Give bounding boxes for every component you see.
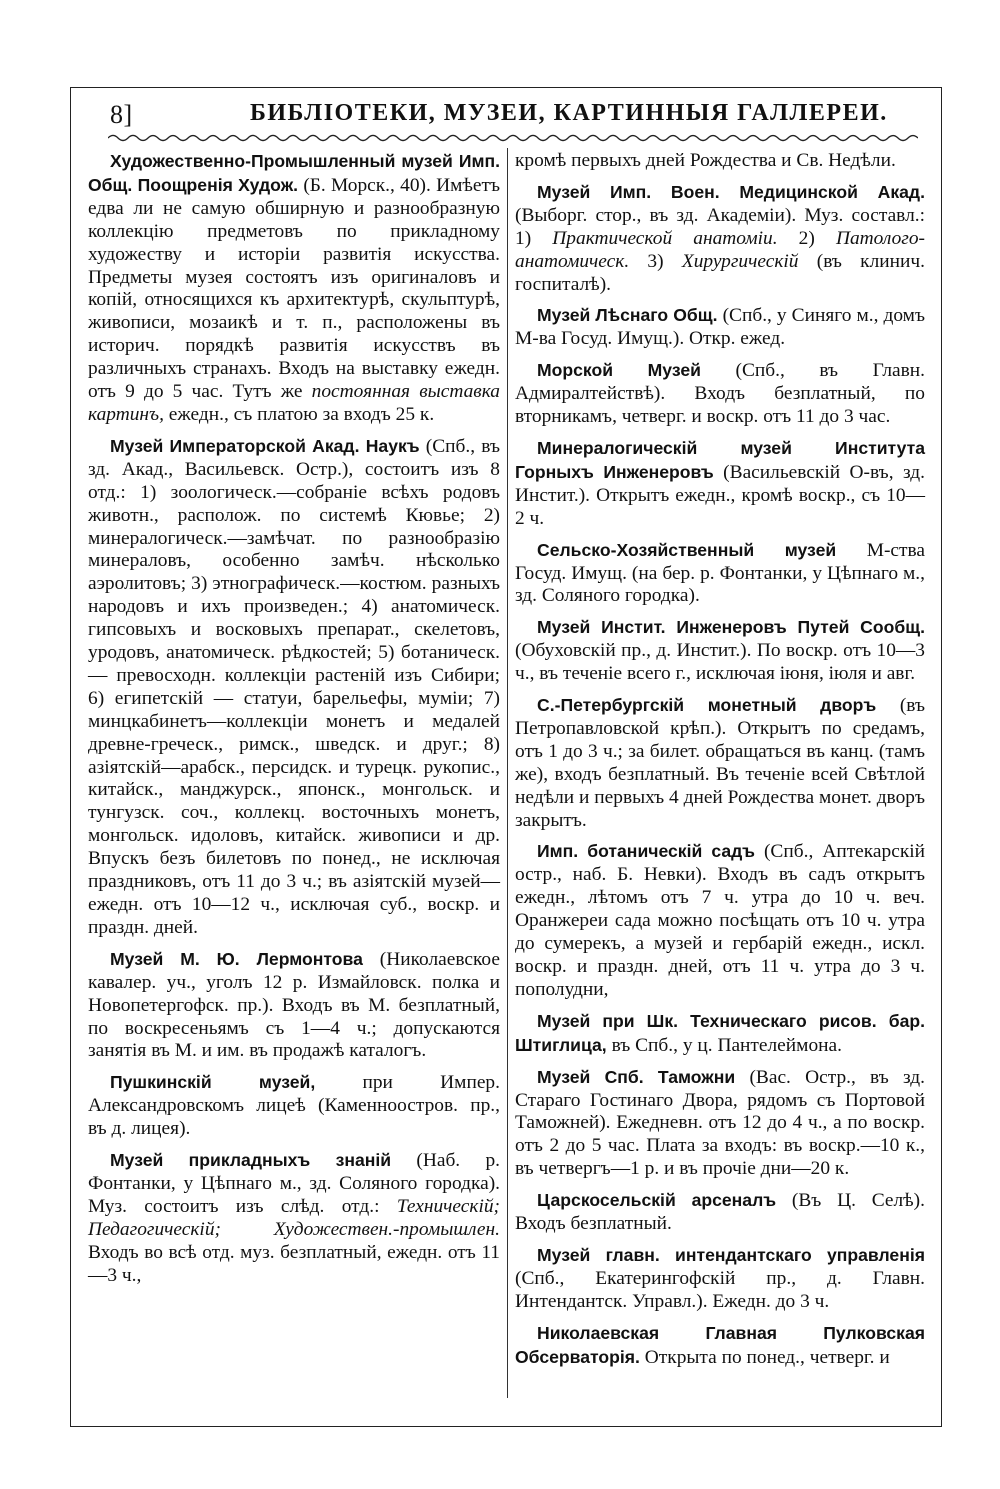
entry-text: (Спб., Аптекарскій остр., наб. Б. Невки). Входъ въ садъ открытъ ежедн., лѣтомъ отъ 7 ч. утра до 10 ч. веч. Оранжереи сада можно посѣщать отъ 10 ч. утра до сумерекъ, а музей и гербарій ежедн., искл. воскр. и праздн. дней, отъ 11 ч. утра до 3 ч. пополудни, (515, 841, 925, 1000)
entry-name: Пушкинскій музей, (110, 1072, 316, 1093)
running-title: БИБЛІОТЕКИ, МУЗЕИ, КАРТИННЫЯ ГАЛЛЕРЕИ. (250, 100, 888, 126)
entry-name: Имп. ботаническій садъ (537, 841, 755, 862)
entry-name: Музей Лѣснаго Общ. (537, 305, 718, 326)
entry-name: Николаевская Главная Пулковская Обсерваторія. (515, 1322, 925, 1367)
entry-art-industrial-museum (88, 150, 500, 427)
entry-text: (Въ Ц. Селѣ). Входъ безплатный. (515, 1190, 925, 1235)
entry-agricultural-museum (515, 539, 925, 609)
entry-botanical-garden (515, 840, 925, 1001)
page-header (110, 100, 930, 134)
entry-stieglitz-museum (515, 1010, 925, 1058)
right-column (515, 150, 925, 1378)
entry-name: Музей Имп. Воен. Медицинской Акад. (537, 181, 925, 202)
entry-text: (въ Петропавловской крѣп.). Открытъ по средамъ, отъ 1 до 3 ч.; за билет. обращаться въ канц. (тамъ же), входъ безплатный. Въ теченіе всей Свѣтлой недѣли и первыхъ 4 дней Рождества монет. дворъ закрытъ. (515, 695, 925, 831)
entry-text: (Васильевскій О-въ, зд. Инстит.). Открытъ ежедн., кромѣ воскр., съ 10—2 ч. (515, 461, 925, 529)
entry-italic: Практической анатоміи. (552, 227, 778, 249)
entry-tsarskoye-arsenal (515, 1189, 925, 1236)
entry-name: Музей Инстит. Инженеровъ Путей Сообщ. (537, 617, 925, 638)
entry-academy-of-sciences-museum (88, 435, 500, 940)
left-column (88, 150, 500, 1296)
entry-forestry-museum (515, 304, 925, 351)
entry-applied-knowledge-museum (88, 1149, 500, 1287)
entry-text: 2) (777, 227, 836, 249)
entry-military-medical-museum (515, 181, 925, 297)
entry-name: Царскосельскій арсеналъ (537, 1190, 777, 1211)
entry-text: (Спб., у Синяго м., домъ М-ва Госуд. Имущ.). Откр. ежед. (515, 305, 925, 350)
entry-name: Музей Спб. Таможни (537, 1066, 736, 1087)
entry-text: при Импер. Александровскомъ лицеѣ (Каменноостров. пр., въ д. лицея). (88, 1072, 500, 1140)
entry-name: Музей прикладныхъ знаній (110, 1150, 392, 1171)
entry-text: Входъ во всѣ отд. муз. безплатный, ежедн. отъ 11—3 ч., (88, 1241, 500, 1286)
entry-railway-engineers-museum (515, 616, 925, 686)
entry-italic: Хирургическій (681, 250, 799, 272)
page-number: 8] (110, 100, 133, 129)
entry-mineralogical-museum (515, 437, 925, 531)
entry-mint (515, 694, 925, 832)
entry-text: (Вас. Остр., въ зд. Стараго Гостинаго Двора, рядомъ съ Портовой Таможней). Ежедневн. отъ 12 до 4 ч., а по воскр. отъ 2 до 5 час. Плата за входъ: въ воскр.—10 к., въ четвергъ—1 р. и въ прочіе дни—20 к. (515, 1066, 925, 1180)
entry-italic: постоянная выставка картинъ, (88, 381, 500, 425)
entry-name: Сельско-Хозяйственный музей (537, 539, 837, 560)
entry-text: (Спб., въ Главн. Адмиралтействѣ). Входъ безплатный, по вторникамъ, четверг. и воскр. отъ 11 до 3 час. (515, 360, 925, 428)
entry-lermontov-museum (88, 948, 500, 1064)
entry-text: (Б. Морск., 40). Имѣетъ едва ли не самую обширную и разнообразную коллекцію предметовъ по прикладному художеству и исторіи развитія искусства. Предметы музея состоятъ изъ оригиналовъ и копій, относящихся къ архитектурѣ, скульптурѣ, живописи, мозаикѣ и т. п., расположены въ историч. порядкѣ развитія искусствъ въ различныхъ странахъ. Входъ на выставку ежедн. отъ 9 до 5 час. Тутъ же (88, 174, 500, 403)
entry-text: кромѣ первыхъ дней Рождества и Св. Недѣли. (515, 150, 896, 171)
entry-naval-museum (515, 359, 925, 429)
entry-continuation (515, 150, 925, 173)
entry-text: въ Спб., у ц. Пантелеймона. (611, 1034, 842, 1056)
entry-name: Музей главн. интендантскаго управленія (537, 1244, 925, 1265)
entry-text: (въ клинич. госпиталѣ). (515, 250, 925, 295)
entry-text: (Выборг. стор., въ зд. Академіи). Муз. составл.: 1) (515, 204, 925, 249)
entry-name: Музей Императорской Акад. Наукъ (110, 435, 420, 456)
entry-name: С.-Петербургскій монетный дворъ (537, 695, 877, 716)
entry-customs-museum (515, 1066, 925, 1182)
entry-name: Морской Музей (537, 360, 701, 381)
entry-text: М-ства Госуд. Имущ. (на бер. р. Фонтанки, у Цѣпнаго м., зд. Соляного городка). (515, 539, 925, 607)
entry-name: Художественно-Промышленный музей Имп. Общ. Поощренія Худож. (88, 151, 500, 195)
entry-text: (Спб., Екатерингофскій пр., д. Главн. Интендантск. Управл.). Ежедн. до 3 ч. (515, 1267, 925, 1312)
entry-pushkin-museum (88, 1071, 500, 1141)
entry-pulkovo-observatory (515, 1322, 925, 1370)
entry-text: Открыта по понед., четверг. и (644, 1346, 890, 1368)
entry-italic: Патолого-анатомическ. (515, 227, 925, 272)
entry-italic: Техническій; Педагогическій; Художествен.-промышлен. (88, 1195, 500, 1240)
column-divider (507, 148, 508, 1398)
wavy-rule (108, 132, 918, 144)
entry-text: (Обуховскій пр., д. Инстит.). По воскр. отъ 10—3 ч., въ теченіе всего г., исключая іюня, іюля и авг. (515, 640, 925, 685)
entry-name: Минералогическій музей Института Горныхъ Инженеровъ (515, 437, 925, 482)
entry-text: ежедн., съ платою за входъ 25 к. (163, 403, 435, 425)
entry-text: (Спб., въ зд. Акад., Васильевск. Остр.), состоитъ изъ 8 отд.: 1) зоологическ.—собраніе всѣхъ родовъ животн., располож. по системѣ Кювье; 2) минералогическ.—замѣчат. по разнообразію минераловъ, особенно замѣч. нѣсколько аэролитовъ; 3) этнографическ.—костюм. разныхъ народовъ и ихъ произведен.; 4) анатомическ. гипсовыхъ и восковыхъ препарат., скелетовъ, уродовъ, анатомическ. рѣдкостей; 5) ботаническ. — превосходн. коллекціи растеній изъ Сибири; 6) египетскій — статуи, барельефы, муміи; 7) минцкабинетъ—коллекціи монетъ и медалей древне-греческ., римск., шведск. и друг.; 8) азіятскій—арабск., персидск. и турецк. рукопис., китайск., манджурск., японск., монгольск. и тунгузск. соч., коллекц. восточныхъ монетъ, монгольск. идоловъ, китайск. живописи и др. Впускъ безъ билетовъ по понед., не исключая праздниковъ, отъ 11 до 3 ч.; въ азіятскій музей—ежедн. отъ 10—12 ч., исключая суб., воскр. и праздн. дней. (88, 435, 500, 938)
entry-text: (Николаевское кавалер. уч., уголъ 12 р. Измайловск. полка и Новопетергофск. пр.). Входъ въ М. безплатный, по воскресеньямъ съ 1—4 ч.; допускаются занятія въ М. и им. въ продажѣ каталогъ. (88, 948, 500, 1062)
entry-text: (Наб. р. Фонтанки, у Цѣпнаго м., зд. Соляного городка). Муз. состоитъ изъ слѣд. отд.: (88, 1150, 500, 1217)
entry-quartermaster-museum (515, 1244, 925, 1314)
entry-name: Музей М. Ю. Лермонтова (110, 948, 363, 969)
entry-text: 3) (629, 250, 682, 272)
entry-name: Музей при Шк. Техническаго рисов. бар. Штиглица, (515, 1010, 925, 1055)
